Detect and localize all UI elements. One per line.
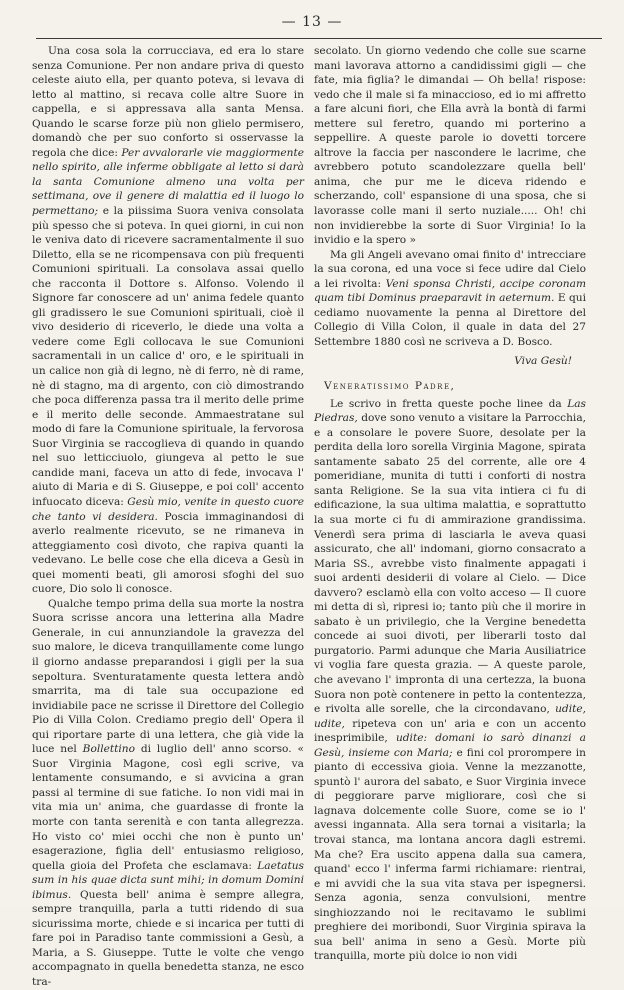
paragraph: [32, 44, 304, 597]
text-run: Qualche tempo prima della sua morte la nostra Suora scrisse ancora una letterina alla Madre Generale, in cui annunziandole la gravezza del suo malore, le diceva tranquillamente come lungo il giorno andasse preparandosi i gigli per la sua sepoltura. Sventuratamente questa lettera andò smarrita, ma di tale sua occupazione ed invidiabile pace ne scrisse il Direttore del Collegio Pio di Villa Colon. Crediamo pregio dell' Opera il qui riportare parte di una lettera, che già vide la luce nel: [32, 597, 304, 756]
salutation: Veneratissimo Padre,: [324, 380, 456, 393]
text-run: e la piissima Suora veniva consolata più spesso che si poteva. In quei giorni, in cui non le veniva dato di ricevere sacramentalmente il suo Diletto, ella se ne ricompensava con più frequenti Comunioni spirituali. La consolava assai quello che racconta il Dottore s. Alfonso. Volendo il Signore far conoscere ad un' anima fedele quanto gli gradissero le sue Comunioni spirituali, cioè il vivo desiderio di riceverlo, le diede una volta a vedere come Egli collocava le sue Comunioni sacramentali in un calice d' oro, e le spirituali in un calice non già di legno, nè di ferro, nè di rame, nè di stagno, ma di argento, con ciò dimostrando che poca differenza passa tra il merito delle prime e il merito delle seconde. Ammaestratane sul modo di fare la Comunione spirituale, la fervorosa Suor Virginia se raccoglieva di quando in quando nel suo letticciuolo, giungeva al petto le sue candide mani, faceva un atto di fede, invocava l' aiuto di Maria e di S. Giuseppe, e poi coll' accento infuocato diceva:: [32, 205, 304, 508]
text-run: ripeteva con un' aria e con un accento inesprimibile,: [314, 717, 586, 745]
text-run: di luglio dell' anno scorso. « Suor Virginia Magone, così egli scrive, va lentamente consumando, e si avvicina a gran passi al termine di sue fatiche. Io non vidi mai in vita mia un' anima, che guardasse di fronte la morte con tanta serenità e con tanta allegrezza. Ho visto co' miei occhi che non è punto un' esagerazione, figlia dell' entusiasmo religioso, quella gioia del Profeta che esclamava:: [32, 743, 304, 872]
paragraph: [314, 397, 586, 964]
text-run: Ma gli Angeli avevano omai finito d' intrecciare la sua corona, ed una voce si fece udire dal Cielo a lei rivolta:: [314, 248, 586, 290]
page-number: — 13 —: [281, 14, 343, 30]
italic-quote: Veni sponsa Christi, accipe coronam quam tibi Dominus praeparavit in aeternum.: [314, 277, 586, 305]
italic-title: Bollettino: [82, 743, 135, 756]
italic-quote: udite: domani io sarò dinanzi a Gesù, insieme con Maria;: [314, 732, 586, 759]
left-column: [32, 44, 305, 988]
text-run: dove sono venuto a visitare la Parrocchia, e a consolare le povere Suore, desolate per la perdita della loro sorella Virginia Magone, spirata santamente sabato 25 del corrente, alle ore 4 pomeridiane, munita di tutti i conforti di nostra santa Religione. Se la sua vita intiera ci fu di edificazione, la sua ultima malattia, e soprattutto la sua morte ci fu di ammirazione grandissima. Venerdì sera prima di lasciarla le aveva quasi assicurato, che all' indomani, giorno consacrato a Maria SS., avrebbe visto finalmente appagati i suoi ardenti desiderii di volare al Cielo. — Dice davvero? esclamò ella con volto acceso — Il cuore mi detta di sì, ripresi io; tanto più che il morire in sabato è un privilegio, che la Vergine benedetta concede ai suoi divoti, per liberarli tosto dal purgatorio. Parmi adunque che Maria Ausiliatrice vi voglia fare questa grazia. — A queste parole, che avevano l' impronta di una certezza, la buona Suora non potè contenere in petto la contentezza, e rivolta alle sorelle, che la circondavano,: [314, 412, 586, 716]
header-rule: [36, 38, 602, 39]
italic-quote: Laetatus sum in his quae dicta sunt mihi; in domum Domini ibimus.: [32, 859, 304, 901]
right-column: [314, 44, 586, 963]
italic-quote: udite, udite,: [314, 703, 586, 730]
text-run: Questa bell' anima è sempre allegra, sempre tranquilla, parla a tutti ridendo di sua sicurissima morte, chiede e si incarica per tutti di fare poi in Paradiso tante commissioni a Gesù, a Maria, a S. Giuseppe. Tutte le volte che vengo accompagnato in quella benedetta stanza, ne esco tra-: [32, 888, 305, 988]
italic-place: Las Piedras,: [314, 397, 586, 425]
paragraph: [32, 597, 304, 990]
signoff: Viva Gesù!: [514, 355, 572, 368]
text-run: E qui cediamo nuovamente la penna al Direttore del Collegio di Villa Colon, il quale in data del 27 Settembre 1880 così ne scriveva a D. Bosco.: [314, 292, 586, 348]
italic-quote: Gesù mio, venite in questo cuore che tanto vi desidera.: [32, 495, 305, 523]
text-run: Poscia immaginandosi di averlo realmente ricevuto, se ne rimaneva in atteggiamento così divoto, che rapiva quanti la vedevano. Le belle cose che ella diceva a Gesù in quei momenti beati, gli amorosi sfoghi del suo cuore, Dio solo li conosce.: [32, 510, 304, 596]
text-run: Le scrivo in fretta queste poche linee da: [330, 397, 562, 410]
text-run: Una cosa sola la corrucciava, ed era lo stare senza Comunione. Per non andare priva di questo celeste aiuto ella, per quanto poteva, si levava di letto al mattino, si recava colle altre Suore in cappella, e si appressava alla santa Mensa. Quando le scarse forze più non glielo permisero, domandò che per suo conforto si osservasse la regola che dice:: [32, 45, 304, 159]
paragraph: secolato. Un giorno vedendo che colle sue scarne mani lavorava attorno a candidissimi gigli — che fate, mia figlia? le dimandai — Oh bella! rispose: vedo che il male si fa minaccioso, ed io mi affretto a fare alcuni fiori, che Ella avrà la bontà di farmi mettere sul feretro, quando mi porterino a seppellire. A queste parole io dovetti torcere altrove la faccia per nascondere le lacrime, che avrebbero potuto scandolezzare quella bell' anima, che pur me le diceva ridendo e scherzando, coll' espansione di una sposa, che si lavorasse colle mani il serto nuziale..... Oh! chi non invidierebbe la sorte di Suor Virginia! Io la invidio e la spero »: [314, 45, 586, 247]
paragraph: [314, 248, 586, 350]
text-run: e fini col prorompere in pianto di eccessiva gioia. Venne la mezzanotte, spuntò l' aurora del sabato, e Suor Virginia invece di peggiorare parve migliorare, così che si lagnava dolcemente colle Suore, come se io l' avessi ingannata. Alla sera tornai a visitarla; la trovai stanca, ma lontana ancora dagli estremi. Ma che? Era uscito appena dalla sua camera, quand' ecco l' inferma farmi richiamare: rientrai, e mi avvidi che la sua vita stava per ispegnersi. Senza agonia, senza convulsioni, mentre singhiozzando noi le recitavamo le sublimi preghiere dei moribondi, Suor Virginia spirava la sua bell' anima in seno a Gesù. Morte più tranquilla, morte più dolce io non vidi: [314, 746, 586, 963]
italic-quote: Per avvalorarle vie maggiormente nello spirito, alle inferme obbligate al letto si darà la santa Comunione almeno una volta per settimana, ove il genere di malattia ed il luogo lo permettano;: [32, 146, 304, 218]
